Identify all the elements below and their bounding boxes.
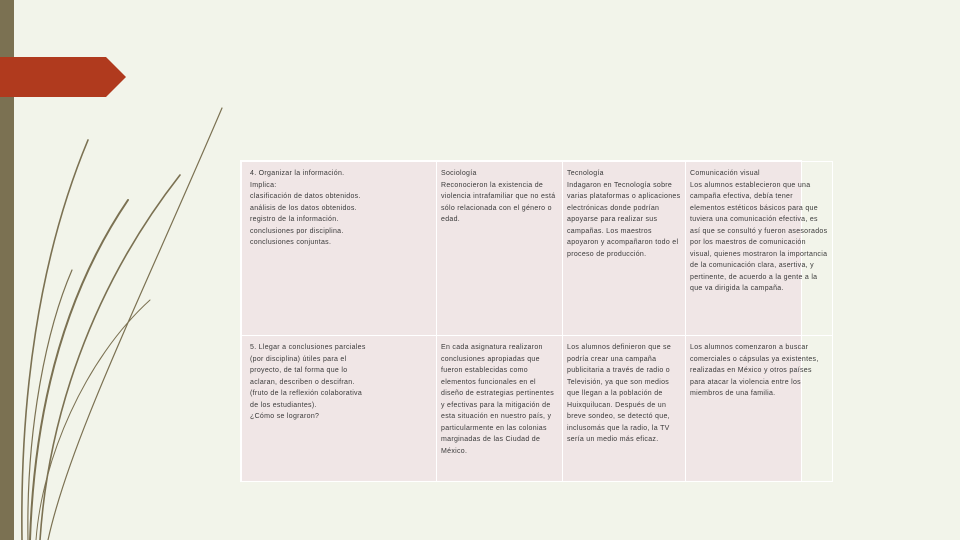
- table-cell: Tecnología Indagaron en Tecnología sobre varias plataformas o aplicaciones electrónicas donde podrían apoyarse para realizar sus campañas. Los maestros apoyaron y acompañaron todo el proceso de producción.: [563, 162, 686, 336]
- table-row: [242, 162, 833, 336]
- table-cell: 5. Llegar a conclusiones parciales (por disciplina) útiles para el proyecto, de tal forma que lo aclaran, describen o descifran. (fruto de la reflexión colaborativa de los estudiantes). ¿Cómo se lograron?: [242, 336, 437, 482]
- table-cell: 4. Organizar la información. Implica: clasificación de datos obtenidos. análisis de los datos obtenidos. registro de la información. conclusiones por disciplina. conclusiones conjuntas.: [242, 162, 437, 336]
- content-table: [240, 160, 828, 482]
- table-cell: Sociología Reconocieron la existencia de violencia intrafamiliar que no está sólo relacionada con el género o edad.: [437, 162, 563, 336]
- table-cell: Los alumnos definieron que se podría crear una campaña publicitaria a través de radio o Televisión, ya que son medios que llegan a la población de Huixquilucan. Después de un breve sondeo, se detectó que, inclusomás que la radio, la TV sería un medio más eficaz.: [563, 336, 686, 482]
- table-cell: En cada asignatura realizaron conclusiones apropiadas que fueron establecidas como elementos funcionales en el diseño de estrategias pertinentes y efectivas para la mitigación de esta situación en nuestro país, y particularmente en las colonias marginadas de las Ciudad de México.: [437, 336, 563, 482]
- table-cell: Los alumnos comenzaron a buscar comerciales o cápsulas ya existentes, realizadas en México y otros países para atacar la violencia entre los miembros de una familia.: [686, 336, 833, 482]
- title-marker-tab: [0, 57, 126, 97]
- table-row: [242, 336, 833, 482]
- table-cell: Comunicación visual Los alumnos establecieron que una campaña efectiva, debía tener elementos estéticos básicos para que tuviera una comunicación efectiva, es así que se consultó y fueron asesorados por los maestros de comunicación visual, quienes mostraron la importancia de la comunicación clara, asertiva, y pertinente, de acuerdo a la gente a la que va dirigida la campaña.: [686, 162, 833, 336]
